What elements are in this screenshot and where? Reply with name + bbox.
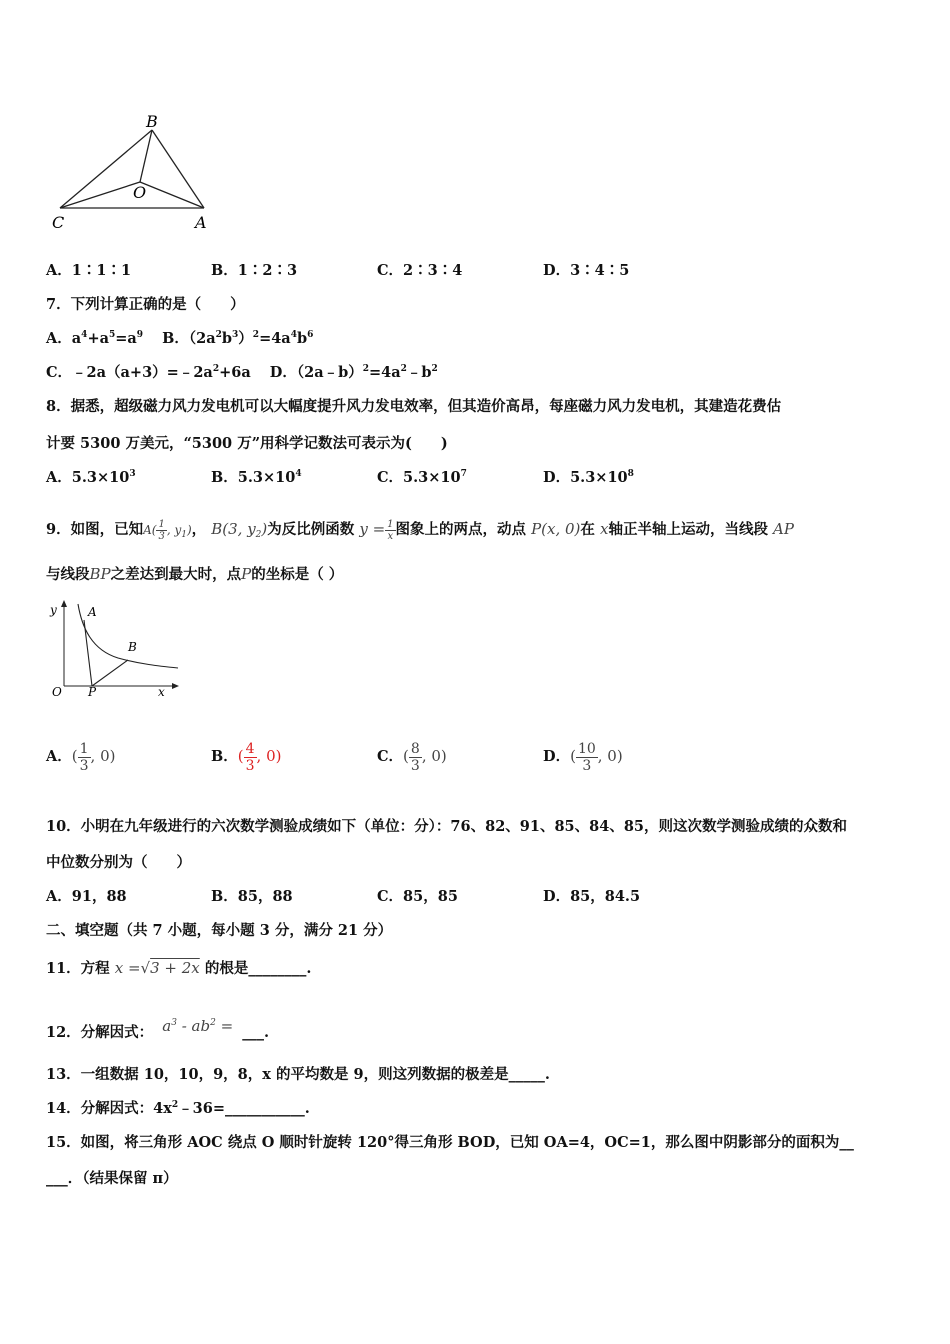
q6-option-c[interactable]: C．2∶3∶4 [377, 262, 463, 279]
q8-option-b[interactable]: B．$5.3\times 10^4$ [211, 469, 302, 486]
q9-option-c[interactable]: C．( $\frac{8}{3}$ , 0) [377, 740, 447, 774]
q9-option-b[interactable]: B．( $\frac{4}{3}$ , 0) [211, 740, 282, 774]
q7-option-a[interactable]: A．$a^4+a^5=a^9$ [46, 330, 144, 347]
triangle-figure [48, 110, 218, 235]
q7-option-b[interactable]: B．$(2a^2b^3)^2=4a^4b^6$ [162, 330, 314, 347]
q8-option-a[interactable]: A．$5.3\times 10^3$ [46, 469, 136, 486]
label-P: P [88, 685, 97, 699]
segment-AP [84, 620, 92, 686]
label-B: B [146, 112, 158, 131]
q12: 12．分解因式： $a^3 - ab^2$ = ___. [46, 1017, 270, 1041]
label-C: C [52, 213, 65, 232]
q10-stem-line1: 10．小明在九年级进行的六次数学测验成绩如下（单位：分）：76、82、91、85、84、85，则这次数学测验成绩的众数和 [46, 818, 847, 835]
q6-option-d[interactable]: D．3∶4∶5 [543, 262, 630, 279]
segment-BP [92, 660, 128, 686]
q15-line2: ___．（结果保留 π） [46, 1170, 178, 1187]
q6-option-b[interactable]: B．1∶2∶3 [211, 262, 298, 279]
label-x: x [158, 685, 165, 699]
section-2-heading: 二、填空题（共 7 小题，每小题 3 分，满分 21 分） [46, 922, 393, 939]
label-A: A [195, 213, 207, 232]
q7-option-d[interactable]: D．$(2a﹣b)^2=4a^2﹣b^2$ [269, 364, 438, 381]
q7-options-row2 [46, 363, 438, 383]
label-O: O [52, 685, 62, 699]
q8-stem-line1: 8．据悉，超级磁力风力发电机可以大幅度提升风力发电效率，但其造价高昂，每座磁力风力发电机，其建造花费估 [46, 398, 782, 415]
q10-option-a[interactable]: A．91，88 [46, 888, 127, 905]
q8-stem-line2: 计要 5300 万美元，“5300 万”用科学记数法可表示为( ) [46, 435, 448, 452]
segment-OA [140, 182, 204, 208]
q9-stem-line1: 9．如图，已知A( $\frac{1}{3}$ , $y_1$)， B(3, $y_2$)为反比例函数 y = $\frac{1}{x}$ 图象上的两点，动点 P(x, 0)在 x轴正半轴上运动，当线段 AP [46, 518, 794, 542]
q9-stem-line2: 与线段BP之差达到最大时，点P的坐标是（ ） [46, 565, 344, 583]
q10-stem-line2: 中位数分别为（ ） [46, 854, 191, 871]
q14: 14．分解因式：$4x^2﹣36=\_\_\_\_\_\_\_\_\_\_\_$. [46, 1100, 310, 1117]
q10-option-b[interactable]: B．85，88 [211, 888, 293, 905]
q11: 11．方程 x =√3 + 2x 的根是________. [46, 959, 312, 977]
q7-options-row1 [46, 329, 313, 349]
triangle-edge [152, 130, 204, 208]
q9-option-a[interactable]: A．( $\frac{1}{3}$ , 0) [46, 740, 116, 774]
q15-line1: 15．如图，将三角形 AOC 绕点 O 顺时针旋转 120°得三角形 BOD，已知 OA=4，OC=1，那么图中阴影部分的面积为__ [46, 1134, 854, 1151]
label-y: y [50, 603, 57, 617]
q6-option-a[interactable]: A．1∶1∶1 [46, 262, 132, 279]
q8-option-d[interactable]: D．$5.3\times 10^8$ [543, 469, 634, 486]
x-axis-arrow [172, 683, 179, 689]
q8-option-c[interactable]: C．$5.3\times 10^7$ [377, 469, 467, 486]
label-A: A [88, 605, 97, 619]
q9-option-d[interactable]: D．( $\frac{10}{3}$ , 0) [543, 740, 623, 774]
hyperbola-figure [48, 598, 188, 700]
q13: 13．一组数据 10，10，9，8，x 的平均数是 9，则这列数据的极差是_____. [46, 1066, 550, 1083]
label-O: O [133, 183, 147, 202]
q10-option-c[interactable]: C．85，85 [377, 888, 458, 905]
q7-stem: 7．下列计算正确的是（ ） [46, 296, 245, 313]
y-axis-arrow [61, 600, 67, 607]
label-B: B [128, 640, 137, 654]
q10-option-d[interactable]: D．85，84.5 [543, 888, 641, 905]
q7-option-c[interactable]: C．$﹣2a(a+3)=﹣2a^2+6a$ [46, 364, 251, 381]
segment-OC [60, 182, 140, 208]
